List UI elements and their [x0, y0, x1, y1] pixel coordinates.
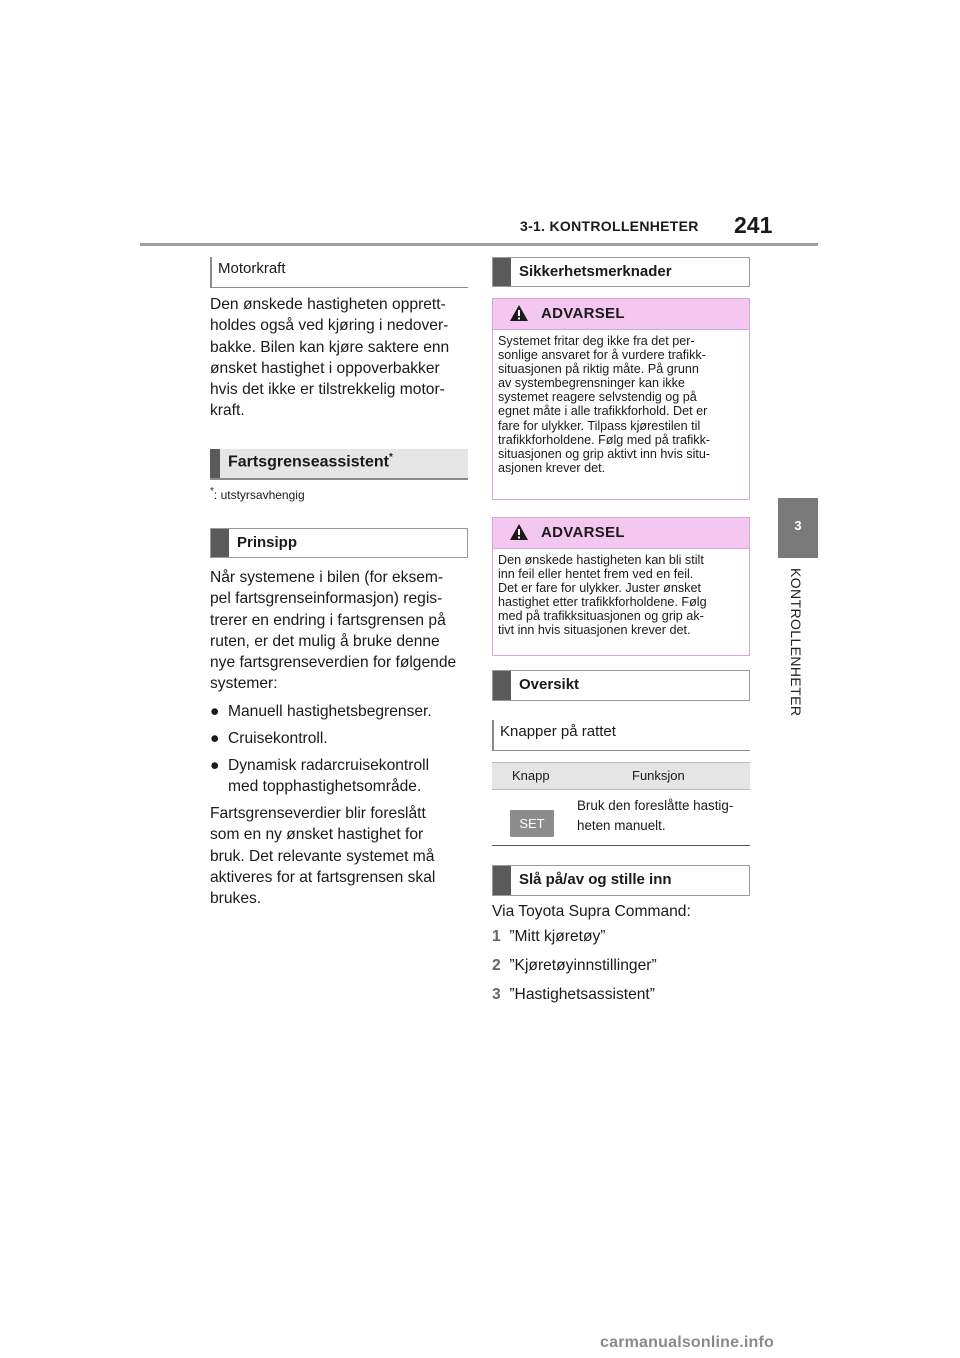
list-item: 3 ”Hastighetsassistent”	[492, 986, 655, 1003]
oversikt-heading: Oversikt	[492, 670, 750, 701]
set-button-icon: SET	[510, 810, 554, 837]
list-item: ● Cruisekontroll.	[210, 730, 328, 747]
column-header-funksjon: Funksjon	[632, 768, 685, 783]
fartsgrenseassistent-heading: Fartsgrenseassistent*	[210, 449, 468, 480]
list-item: ● Manuell hastighetsbegrenser.	[210, 703, 432, 720]
motorkraft-paragraph: Den ønskede hastigheten opprett- holdes også ved kjøring i nedover- bakke. Bilen kan kjøre saktere enn ønsket hastighet i oppoverbakker hvis det ikke er tilstrekkelig motor- kraft.	[210, 296, 450, 420]
header-rule	[140, 243, 818, 246]
closing-paragraph: Fartsgrenseverdier blir foreslått som en ny ønsket hastighet for bruk. Det relevante systemet må aktiveres for at fartsgrensen skal brukes.	[210, 805, 436, 908]
warning-triangle-icon	[509, 523, 529, 541]
warning-text: Den ønskede hastigheten kan bli stilt inn feil eller hentet frem ved en feil. Det er fare for ulykker. Juster ønsket hastighet etter trafikkforholdene. Følg med på trafikksituasjonen og grip ak- tivt inn hvis situasjonen krever det.	[498, 553, 707, 638]
list-item: 2 ”Kjøretøyinnstillinger”	[492, 957, 657, 974]
sikkerhetsmerknader-heading: Sikkerhetsmerknader	[492, 257, 750, 287]
warning-box	[492, 298, 750, 500]
page-number: 241	[734, 212, 773, 238]
chapter-label: KONTROLLENHETER	[788, 568, 804, 717]
warning-title: ADVARSEL	[541, 305, 625, 322]
knapper-pa-rattet-heading: Knapper på rattet	[492, 720, 750, 751]
watermark: carmanualsonline.info	[600, 1334, 775, 1351]
list-item: 1 ”Mitt kjøretøy”	[492, 928, 606, 945]
column-header-knapp: Knapp	[512, 768, 550, 783]
running-header-section: 3-1. KONTROLLENHETER	[520, 218, 699, 234]
chapter-number: 3	[794, 518, 802, 533]
warning-box	[492, 517, 750, 656]
prinsipp-heading: Prinsipp	[210, 528, 468, 558]
table-cell-function: Bruk den foreslåtte hastig- heten manuelt.	[577, 798, 734, 833]
warning-triangle-icon	[509, 304, 529, 322]
sla-pa-av-heading: Slå på/av og stille inn	[492, 865, 750, 896]
list-item: ● Dynamisk radarcruisekontroll med topphastighetsområde.	[210, 757, 430, 795]
motorkraft-heading: Motorkraft	[210, 257, 468, 288]
via-text: Via Toyota Supra Command:	[492, 903, 691, 920]
footnote: *: utstyrsavhengig	[210, 486, 305, 502]
table-bottom-rule	[492, 845, 750, 846]
prinsipp-paragraph: Når systemene i bilen (for eksem- pel fartsgrenseinformasjon) regis- trerer en endring i fartsgrensen på ruten, er det mulig å bruke denne nye fartsgrenseverdien for følgende systemer:	[210, 569, 457, 693]
warning-text: Systemet fritar deg ikke fra det per- sonlige ansvaret for å vurdere trafikk- situasjonen på riktig måte. På grunn av systembegrensninger kan ikke systemet reagere selvstendig og på egnet måte i alle trafikkforhold. Det er fare for ulykker. Tilpass kjørestilen til trafikkforholdene. Følg med på trafikk- situasjonen og grip aktivt inn hvis situ- asjonen krever det.	[498, 334, 711, 475]
warning-title: ADVARSEL	[541, 524, 625, 541]
table-header	[492, 762, 750, 790]
